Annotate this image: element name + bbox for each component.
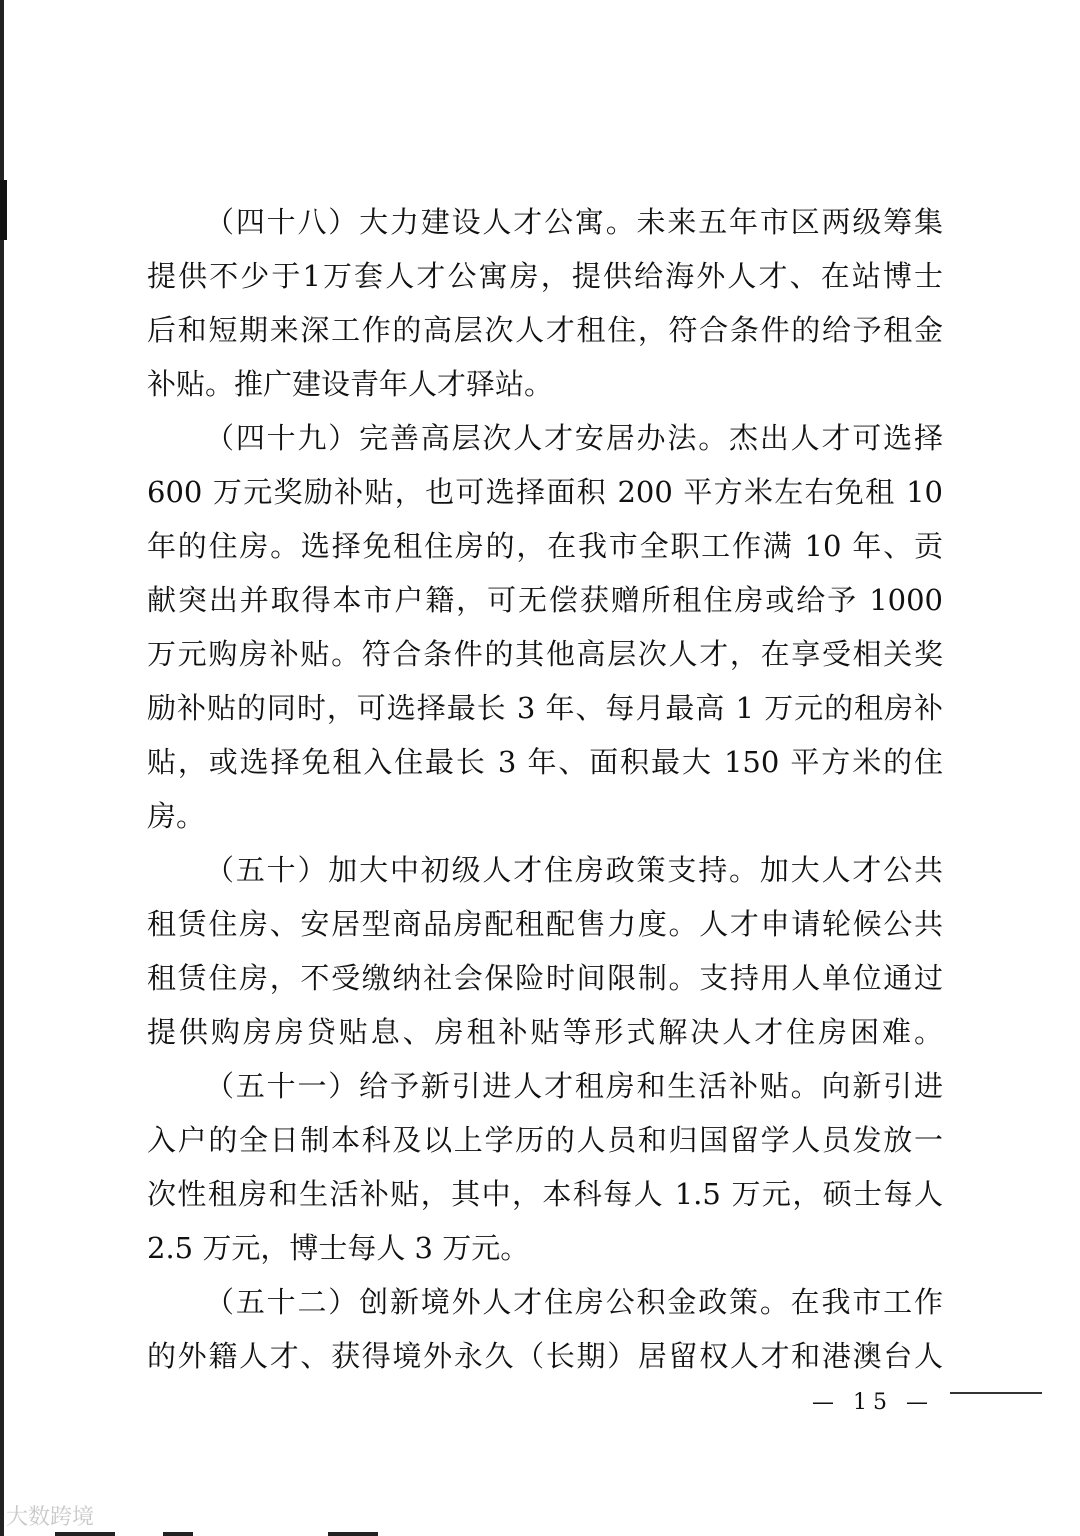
paragraph-line: 租赁住房、安居型商品房配租配售力度。人才申请轮候公共 bbox=[147, 907, 943, 941]
paragraph-line: （四十九）完善高层次人才安居办法。杰出人才可选择 bbox=[205, 421, 943, 455]
paragraph-line: 提供购房房贷贴息、房租补贴等形式解决人才住房困难。 bbox=[147, 1015, 943, 1049]
paragraph-line: 600 万元奖励补贴，也可选择面积 200 平方米左右免租 10 bbox=[147, 475, 943, 509]
paragraph-line: 贴，或选择免租入住最长 3 年、面积最大 150 平方米的住 bbox=[147, 745, 943, 779]
paragraph-line: （五十二）创新境外人才住房公积金政策。在我市工作 bbox=[205, 1285, 943, 1319]
scan-edge-mark bbox=[0, 180, 7, 240]
paragraph-line: 励补贴的同时，可选择最长 3 年、每月最高 1 万元的租房补 bbox=[147, 691, 943, 725]
paragraph-line: 租赁住房，不受缴纳社会保险时间限制。支持用人单位通过 bbox=[147, 961, 943, 995]
scan-mark bbox=[328, 1532, 378, 1536]
paragraph-line: 年的住房。选择免租住房的，在我市全职工作满 10 年、贡 bbox=[147, 529, 943, 563]
paragraph-line: 补贴。推广建设青年人才驿站。 bbox=[147, 367, 554, 401]
paragraph-line: 入户的全日制本科及以上学历的人员和归国留学人员发放一 bbox=[147, 1123, 943, 1157]
scan-mark bbox=[55, 1532, 115, 1536]
document-body bbox=[147, 195, 943, 1383]
watermark: 大数跨境 bbox=[6, 1505, 95, 1530]
paragraph-line: （四十八）大力建设人才公寓。未来五年市区两级筹集 bbox=[205, 205, 943, 239]
paragraph-line: 房。 bbox=[147, 799, 206, 833]
footer-rule bbox=[950, 1392, 1042, 1394]
paragraph-line: 次性租房和生活补贴，其中，本科每人 1.5 万元，硕士每人 bbox=[147, 1177, 943, 1211]
paragraph-line: 2.5 万元，博士每人 3 万元。 bbox=[147, 1231, 530, 1265]
scan-mark bbox=[163, 1532, 193, 1536]
paragraph-line: 万元购房补贴。符合条件的其他高层次人才，在享受相关奖 bbox=[147, 637, 943, 671]
page-number: — 15 — bbox=[812, 1390, 934, 1415]
paragraph-line: 献突出并取得本市户籍，可无偿获赠所租住房或给予 1000 bbox=[147, 583, 943, 617]
paragraph-line: 后和短期来深工作的高层次人才租住，符合条件的给予租金 bbox=[147, 313, 943, 347]
paragraph-line: 的外籍人才、获得境外永久（长期）居留权人才和港澳台人 bbox=[147, 1339, 943, 1373]
paragraph-line: 提供不少于1万套人才公寓房，提供给海外人才、在站博士 bbox=[147, 259, 943, 293]
paragraph-line: （五十）加大中初级人才住房政策支持。加大人才公共 bbox=[205, 853, 943, 887]
paragraph-line: （五十一）给予新引进人才租房和生活补贴。向新引进 bbox=[205, 1069, 943, 1103]
